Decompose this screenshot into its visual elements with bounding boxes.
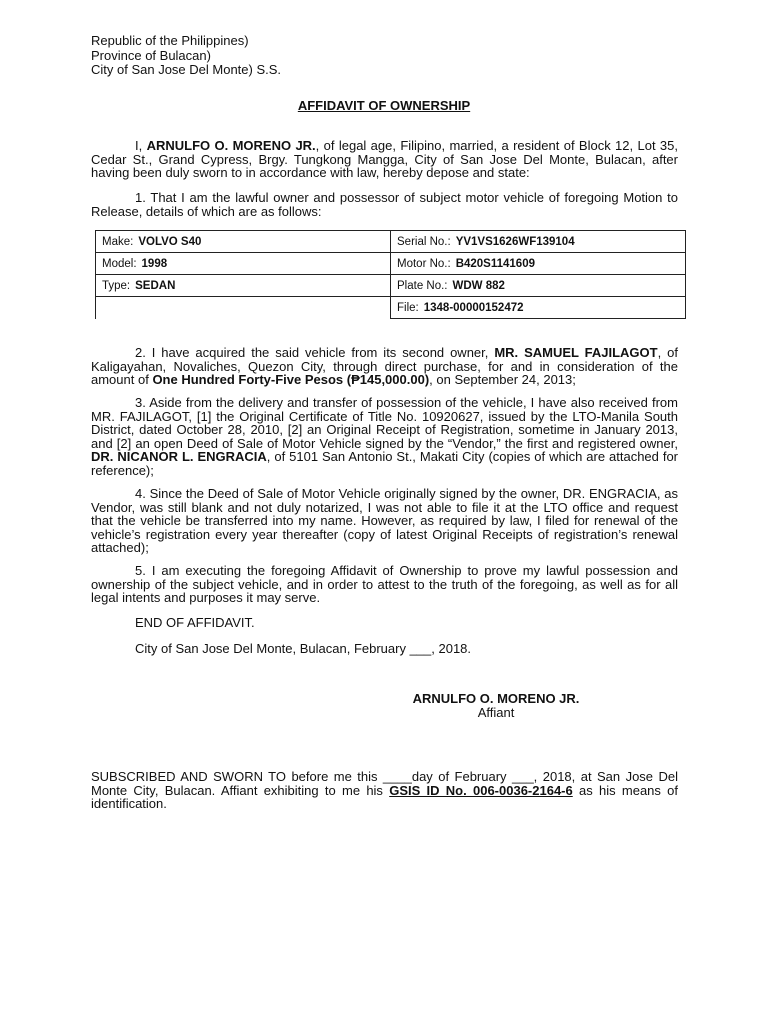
seller-name: MR. SAMUEL FAJILAGOT (494, 345, 658, 360)
header-line-3: City of San Jose Del Monte) S.S. (91, 62, 282, 77)
header-line-1: Republic of the Philippines) (91, 33, 249, 48)
table-row (96, 275, 686, 297)
paragraph-4: 4. Since the Deed of Sale of Motor Vehicle originally signed by the owner, DR. ENGRACIA, as Vendor, was still blank and not duly notarized, I was not able to file it at the LTO office and request that the vehicle be transferred into my name. However, as required by law, I filed for renewal of the vehicle’s registration every year thereafter (copy of latest Original Receipts of registration’s renewal attached); (91, 486, 678, 555)
table-row (96, 231, 686, 253)
motor-cell: Motor No.: B420S1141609 (391, 253, 686, 275)
header-line-2: Province of Bulacan) (91, 47, 211, 63)
intro-paragraph: I, ARNULFO O. MORENO JR., of legal age, Filipino, married, a resident of Block 12, Lot 35, Cedar St., Grand Cypress, Brgy. Tungkong Mangga, City of San Jose Del Monte, Bulacan, after having been duly sworn to in accordance with law, hereby depose and state: (91, 138, 678, 180)
table-row (96, 253, 686, 275)
paragraph-1: 1. That I am the lawful owner and possessor of subject motor vehicle of foregoing Motion to Release, details of which are as follows: (91, 190, 678, 219)
affiant-signature-name: ARNULFO O. MORENO JR. (412, 691, 580, 706)
vehicle-details-table (95, 230, 686, 319)
end-of-affidavit: END OF AFFIDAVIT. (135, 615, 255, 630)
make-cell: Make: VOLVO S40 (96, 231, 391, 253)
purchase-amount: One Hundred Forty-Five Pesos (₱145,000.00) (152, 372, 430, 387)
table-row (96, 297, 686, 319)
paragraph-5: 5. I am executing the foregoing Affidavit of Ownership to prove my lawful possession and ownership of the subject vehicle, and in order to attest to the truth of the foregoing, as well as for all legal intents and purposes it may serve. (91, 563, 678, 605)
gsis-id: GSIS ID No. 006-0036-2164-6 (389, 782, 573, 798)
paragraph-3: 3. Aside from the delivery and transfer of possession of the vehicle, I have also received from MR. FAJILAGOT, [1] the Original Certificate of Title No. 10920627, issued by the LTO-Manila South District, dated October 28, 2010, [2] an Original Receipt of Registration, sometime in January 2013, and [2] an open Deed of Sale of Motor Vehicle signed by the “Vendor,” the first and registered owner, DR. NICANOR L. ENGRACIA, of 5101 San Antonio St., Makati City (copies of which are attached for reference); (91, 395, 678, 478)
venue-header (91, 34, 281, 78)
jurat-paragraph: SUBSCRIBED AND SWORN TO before me this ____day of February ___, 2018, at San Jose Del Monte City, Bulacan. Affiant exhibiting to me his GSIS ID No. 006-0036-2164-6 as his means of identification. (91, 769, 679, 811)
signature-block (406, 692, 586, 720)
document-title: AFFIDAVIT OF OWNERSHIP (297, 98, 471, 113)
type-cell: Type: SEDAN (96, 275, 391, 297)
affiant-role: Affiant (477, 705, 515, 720)
dateline: City of San Jose Del Monte, Bulacan, February ___, 2018. (135, 641, 472, 656)
serial-cell: Serial No.: YV1VS1626WF139104 (391, 231, 686, 253)
plate-cell: Plate No.: WDW 882 (391, 275, 686, 297)
affiant-name-inline: ARNULFO O. MORENO JR. (146, 138, 316, 153)
model-cell: Model: 1998 (96, 253, 391, 275)
first-owner-name: DR. NICANOR L. ENGRACIA (91, 449, 267, 464)
file-cell: File: 1348-00000152472 (391, 297, 686, 319)
empty-cell (96, 297, 391, 319)
paragraph-2: 2. I have acquired the said vehicle from its second owner, MR. SAMUEL FAJILAGOT, of Kaligayahan, Novaliches, Quezon City, through direct purchase, for and in consideration of the amount of One Hundred Forty-Five Pesos (₱145,000.00), on September 24, 2013; (91, 345, 678, 387)
